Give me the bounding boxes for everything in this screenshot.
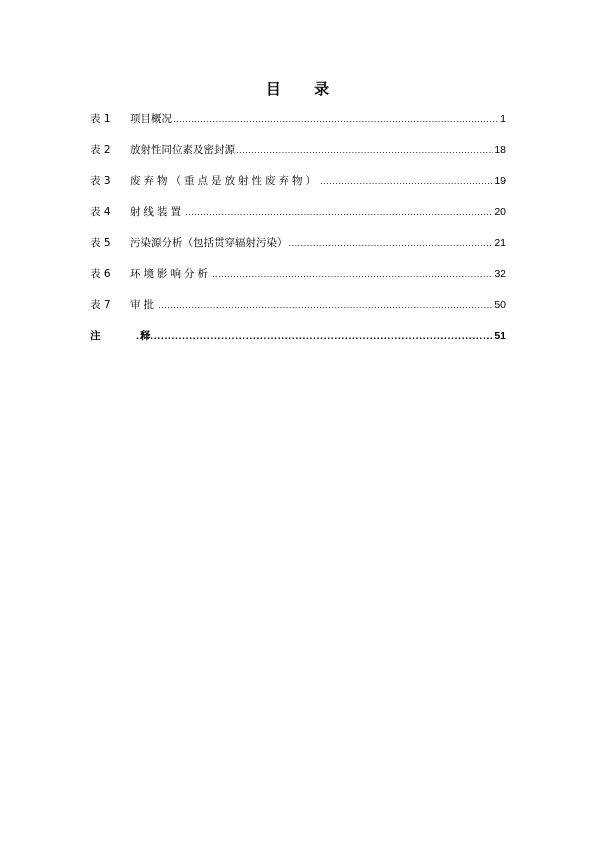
toc-entry-page: 20 [494, 206, 506, 218]
toc-entry-number: 注 释 [90, 330, 169, 342]
toc-entry[interactable] [90, 234, 506, 265]
toc-entry-number: 表 5 [90, 237, 111, 249]
toc-title: 目 录 [265, 80, 344, 98]
toc-dot-leader [289, 235, 494, 253]
toc-entry-page: 21 [494, 237, 506, 249]
toc-entry-page: 50 [494, 299, 506, 311]
toc-entry[interactable] [90, 172, 506, 203]
toc-entry-title: 环境影响分析 [130, 268, 211, 280]
toc-dot-leader [136, 328, 493, 346]
toc-entry[interactable] [90, 296, 506, 327]
toc-entry[interactable] [90, 203, 506, 234]
toc-entry-page: 32 [494, 268, 506, 280]
toc-dot-leader [185, 204, 493, 222]
toc-entry-title: 射线装置 [130, 206, 184, 218]
toc-dot-leader [320, 173, 493, 191]
toc-entry-number: 表 3 [90, 175, 111, 187]
toc-dot-leader [212, 266, 493, 284]
toc-entry-number: 表 6 [90, 268, 111, 280]
toc-entry-title: 放射性同位素及密封源 [130, 144, 235, 156]
toc-dot-leader [158, 297, 493, 315]
toc-entry-number: 表 1 [90, 113, 111, 125]
toc-entry-notes[interactable] [90, 327, 506, 358]
toc-entry[interactable] [90, 110, 506, 141]
toc-entry-number: 表 7 [90, 299, 111, 311]
toc-entry-number: 表 2 [90, 144, 111, 156]
toc-entry-page: 51 [494, 330, 506, 342]
toc-entry-title: 审批 [130, 299, 157, 311]
toc-entry-title: 污染源分析（包括贯穿辐射污染） [130, 237, 288, 249]
toc-entry-title: 废弃物（重点是放射性废弃物） [130, 175, 319, 187]
toc-list [90, 110, 506, 358]
toc-entry-page: 18 [494, 144, 506, 156]
toc-entry[interactable] [90, 141, 506, 172]
toc-entry-title: 项目概况 [130, 113, 172, 125]
toc-entry-page: 1 [500, 113, 506, 125]
toc-entry[interactable] [90, 265, 506, 296]
toc-dot-leader [173, 111, 499, 129]
toc-entry-page: 19 [494, 175, 506, 187]
toc-entry-number: 表 4 [90, 206, 111, 218]
toc-dot-leader [236, 142, 493, 160]
